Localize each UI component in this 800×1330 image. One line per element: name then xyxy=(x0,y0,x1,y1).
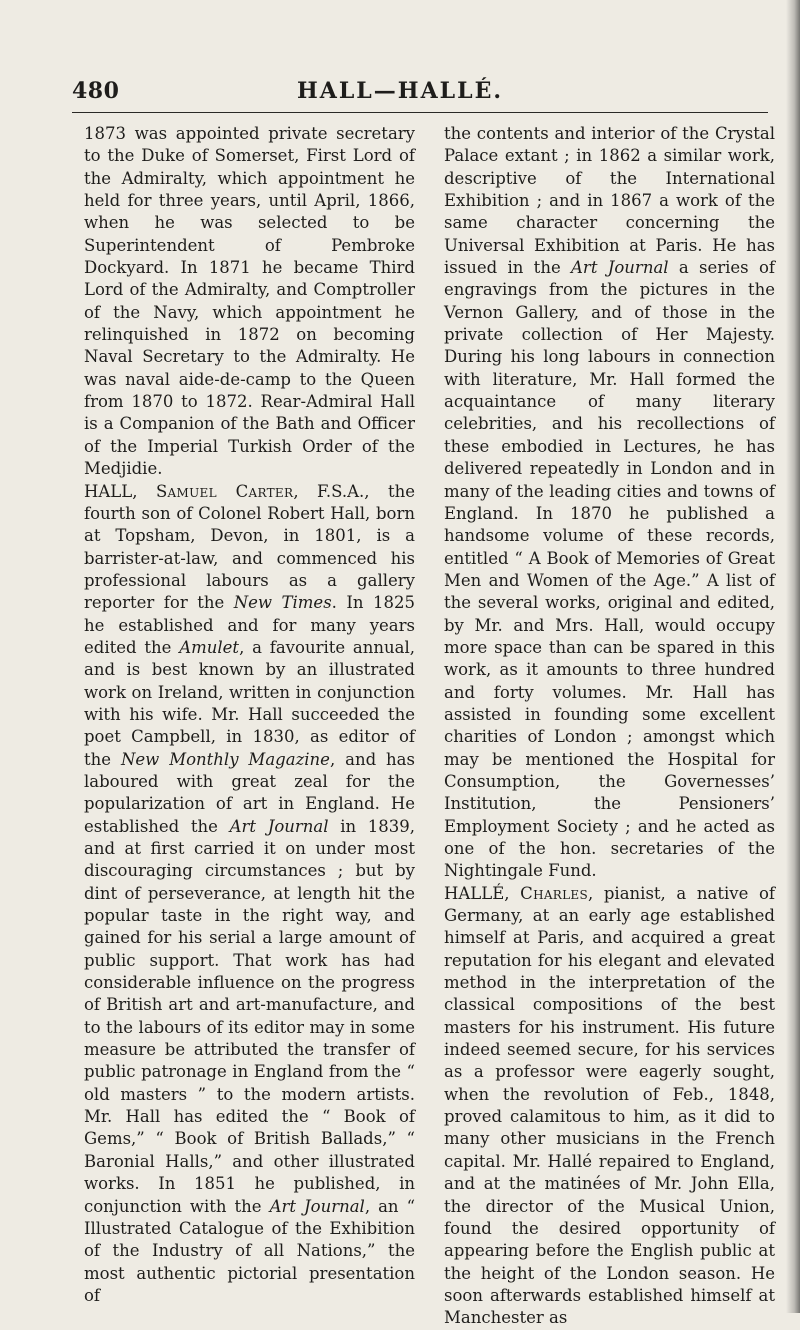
running-head: HALL—HALLÉ. xyxy=(296,78,503,104)
page-header xyxy=(0,78,800,108)
paragraph-continued: 1873 was appointed private secretary to the Duke of Somerset, First Lord of the Admiralty, which appointment he held for three years, until April, 1866, when he was selected to be Superintendent of Pembroke Dockyard. In 1871 he became Third Lord of the Admiralty, and Comptroller of the Navy, which appointment he relinquished in 1872 on becoming Naval Secretary to the Admiralty. He was naval aide-de-camp to the Queen from 1870 to 1872. Rear-Admiral Hall is a Companion of the Bath and Officer of the Imperial Turkish Order of the Medjidie. xyxy=(84,124,415,479)
page-edge-shadow xyxy=(786,0,800,1313)
entry-headword: HALL, xyxy=(84,481,138,501)
entry-forename: Samuel Carter xyxy=(155,481,294,501)
title-italic: Art Journal xyxy=(571,258,669,278)
header-rule xyxy=(72,112,768,113)
entry-text: a series of engravings from the pictures in the Vernon Gallery, and of those in the private collection of Her Majesty. During his long labours in connection with literature, Mr. Hall formed the acquaintance of many literary celebrities, and his recollections of these embodied in Lectures, he has delivered repeatedly in London and in many of the leading cities and towns of England. In 1870 he published a handsome volume of these records, entitled “ A Book of Memories of Great Men and Women of the Age.” A list of the several works, original and edited, by Mr. and Mrs. Hall, would occupy more space than can be spared in this work, as it amounts to three hundred and forty volumes. Mr. Hall has assisted in founding some excellent charities of London ; amongst which may be mentioned the Hospital for Consumption, the Governesses’ Institution, the Pensioners’ Employment Society ; and he acted as one of the hon. secretaries of the Nightingale Fund. xyxy=(444,258,775,881)
paragraph-continued xyxy=(444,123,775,883)
title-italic: New Monthly Magazine xyxy=(120,749,330,769)
entry-hall-samuel-carter xyxy=(84,481,415,1308)
page-number: 480 xyxy=(72,78,120,104)
entry-halle-charles xyxy=(444,883,775,1330)
entry-text: , pianist, a native of Germany, at an early age established himself at Paris, and acquired a great reputation for his elegant and elevated method in the interpretation of the classical compositions of the best masters for his instrument. His future indeed seemed secure, for his services as a professor were eagerly sought, when the revolution of Feb., 1848, proved calamitous to him, as it did to many other musicians in the French capital. Mr. Hallé repaired to England, and at the matinées of Mr. John Ella, the director of the Musical Union, found the desired opportunity of appearing before the English public at the height of the London season. He soon afterwards established himself at Manchester as xyxy=(444,883,776,1328)
title-italic: Art Journal xyxy=(229,816,329,836)
left-column xyxy=(84,123,415,1307)
entry-text: , a favourite annual, and is best known by an illustrated work on Ireland, written in conjunction with his wife. Mr. Hall succeeded the poet Campbell, in 1830, as editor of the xyxy=(84,637,416,769)
entry-text: , an “ Illustrated Catalogue of the Exhibition of the Industry of all Nations,” the most authentic pictorial presentation of xyxy=(84,1196,416,1305)
right-column xyxy=(444,123,775,1330)
entry-text: in 1839, and at first carried it on under most discouraging circumstances ; but by dint of perseverance, at length hit the popular taste in the right way, and gained for his serial a large amount of public support. That work has had considerable influence on the progress of British art and art-manufacture, and to the labours of its editor may in some measure be attributed the transfer of public patronage in England from the “ old masters ” to the modern artists. Mr. Hall has edited the “ Book of Gems,” “ Book of British Ballads,” “ Baronial Halls,” and other illustrated works. In 1851 he published, in conjunction with the xyxy=(84,816,416,1216)
entry-forename: Charles xyxy=(520,883,588,903)
title-italic: Art Journal xyxy=(269,1196,365,1216)
entry-text: . In 1825 he established and for many years edited the xyxy=(84,593,416,657)
title-italic: Amulet xyxy=(179,637,240,657)
entry-text: , F.S.A., the fourth son of Colonel Robert Hall, born at Topsham, Devon, in 1801, is a barrister-at-law, and commenced his professional labours as a gallery reporter for the xyxy=(84,481,415,613)
entry-text: , and has laboured with great zeal for the popularization of art in England. He established the xyxy=(84,749,415,836)
entry-text: the contents and interior of the Crystal Palace extant ; in 1862 a similar work, descriptive of the International Exhibition ; and in 1867 a work of the same character concerning the Universal Exhibition at Paris. He has issued in the xyxy=(444,124,775,278)
entry-headword: HALLÉ, xyxy=(444,883,510,903)
title-italic: New Times xyxy=(233,593,332,613)
